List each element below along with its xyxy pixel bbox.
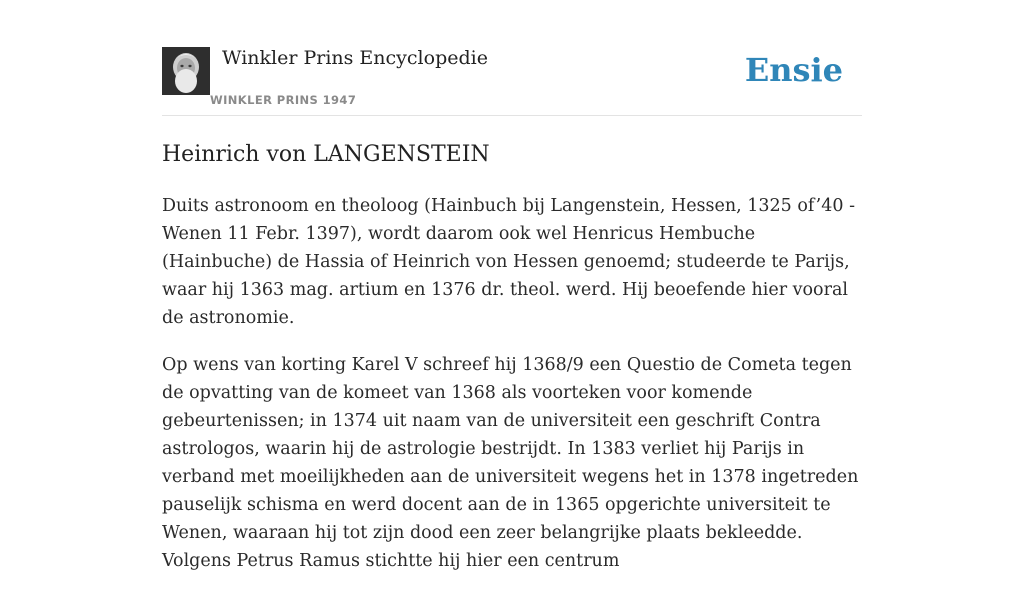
site-header	[162, 46, 862, 116]
site-title[interactable]: Winkler Prins Encyclopedie	[222, 47, 488, 69]
ensie-logo[interactable]: Ensie	[744, 51, 843, 89]
portrait-icon	[162, 47, 210, 95]
article-paragraph: Duits astronoom en theoloog (Hainbuch bij Langenstein, Hessen, 1325 of’40 - Wenen 11 Febr. 1397), wordt daarom ook wel Henricus Hembuche (Hainbuche) de Hassia of Heinrich von Hessen genoemd; studeerde te Parijs, waar hij 1363 mag. artium en 1376 dr. theol. werd. Hij beoefende hier vooral de astronomie.	[162, 196, 855, 328]
edition-label[interactable]: WINKLER PRINS 1947	[210, 93, 357, 107]
article-body	[162, 192, 862, 594]
author-avatar[interactable]	[162, 47, 210, 95]
article-title: Heinrich von LANGENSTEIN	[162, 142, 490, 167]
article-paragraph: Op wens van korting Karel V schreef hij 1368/9 een Questio de Cometa tegen de opvatting van de komeet van 1368 als voorteken voor komende gebeurtenissen; in 1374 uit naam van de universiteit een geschrift Contra astrologos, waarin hij de astrologie bestrijdt. In 1383 verliet hij Parijs in verband met moeilijkheden aan de universiteit wegens het in 1378 ingetreden pauselijk schisma en werd docent aan de in 1365 opgerichte universiteit te Wenen, waaraan hij tot zijn dood een zeer belangrijke plaats bekleedde. Volgens Petrus Ramus stichtte hij hier een centrum	[162, 355, 859, 571]
